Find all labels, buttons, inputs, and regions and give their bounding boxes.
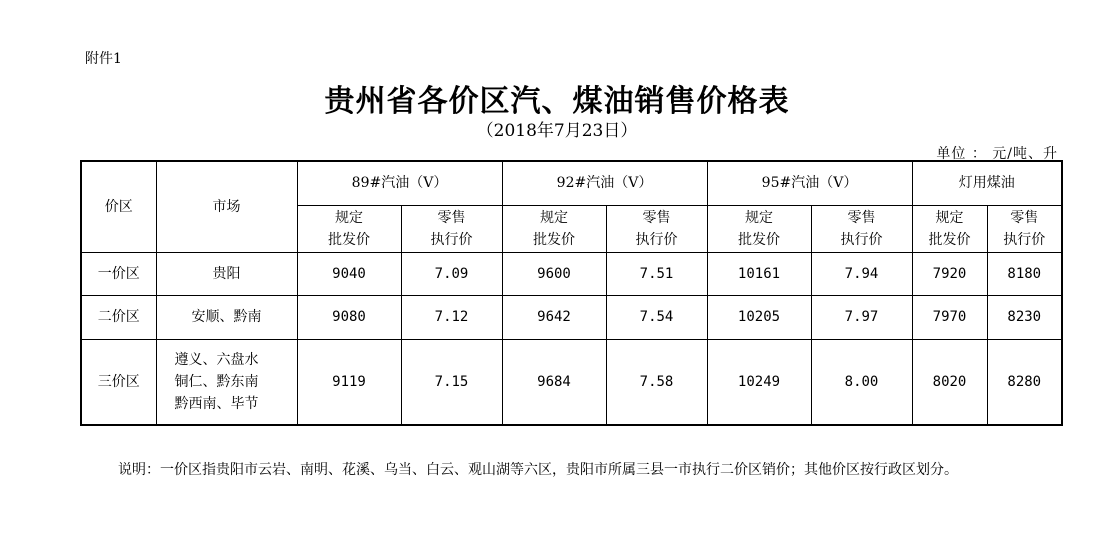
market-cell bbox=[156, 339, 297, 425]
value-cell: 7970 bbox=[912, 295, 987, 339]
value-cell: 9040 bbox=[297, 252, 401, 295]
header-zone: 价区 bbox=[81, 161, 156, 252]
header-group-89: 89#汽油（Ⅴ） bbox=[297, 161, 502, 205]
value-cell: 7.94 bbox=[811, 252, 912, 295]
value-cell: 7.54 bbox=[606, 295, 707, 339]
header-group-kerosene: 灯用煤油 bbox=[912, 161, 1062, 205]
header-retail: 零售 执行价 bbox=[606, 205, 707, 252]
value-cell: 8230 bbox=[987, 295, 1062, 339]
value-cell: 7920 bbox=[912, 252, 987, 295]
value-cell: 7.58 bbox=[606, 339, 707, 425]
market-line: 遵义、六盘水 bbox=[174, 351, 259, 368]
header-group-95: 95#汽油（Ⅴ） bbox=[707, 161, 912, 205]
header-wholesale: 规定 批发价 bbox=[502, 205, 606, 252]
header-retail: 零售 执行价 bbox=[987, 205, 1062, 252]
header-retail: 零售 执行价 bbox=[811, 205, 912, 252]
value-cell: 8.00 bbox=[811, 339, 912, 425]
zone-cell: 二价区 bbox=[81, 295, 156, 339]
header-market: 市场 bbox=[156, 161, 297, 252]
document-date: （2018年7月23日） bbox=[476, 121, 638, 141]
value-cell: 7.09 bbox=[401, 252, 502, 295]
value-cell: 8020 bbox=[912, 339, 987, 425]
value-cell: 7.97 bbox=[811, 295, 912, 339]
zone-cell: 三价区 bbox=[81, 339, 156, 425]
zone-cell: 一价区 bbox=[81, 252, 156, 295]
header-wholesale: 规定 批发价 bbox=[297, 205, 401, 252]
value-cell: 9600 bbox=[502, 252, 606, 295]
value-cell: 9119 bbox=[297, 339, 401, 425]
market-line: 铜仁、黔东南 bbox=[174, 373, 259, 390]
header-retail: 零售 执行价 bbox=[401, 205, 502, 252]
header-row-groups bbox=[81, 161, 1062, 205]
document-title: 贵州省各价区汽、煤油销售价格表 bbox=[324, 84, 790, 119]
value-cell: 10205 bbox=[707, 295, 811, 339]
value-cell: 7.12 bbox=[401, 295, 502, 339]
value-cell: 7.15 bbox=[401, 339, 502, 425]
market-cell: 安顺、黔南 bbox=[156, 295, 297, 339]
table-row bbox=[81, 339, 1062, 425]
unit-label: 单位 ： 元/吨、升 bbox=[936, 146, 1058, 162]
price-table bbox=[80, 160, 1063, 426]
header-wholesale: 规定 批发价 bbox=[707, 205, 811, 252]
value-cell: 10249 bbox=[707, 339, 811, 425]
value-cell: 10161 bbox=[707, 252, 811, 295]
value-cell: 9642 bbox=[502, 295, 606, 339]
value-cell: 8180 bbox=[987, 252, 1062, 295]
market-cell: 贵阳 bbox=[156, 252, 297, 295]
value-cell: 8280 bbox=[987, 339, 1062, 425]
value-cell: 9080 bbox=[297, 295, 401, 339]
header-wholesale: 规定 批发价 bbox=[912, 205, 987, 252]
table-row bbox=[81, 295, 1062, 339]
attachment-label: 附件1 bbox=[85, 51, 122, 67]
footnote: 说明：一价区指贵阳市云岩、南明、花溪、乌当、白云、观山湖等六区，贵阳市所属三县一市执行二价区销价；其他价区按行政区划分。 bbox=[118, 462, 958, 478]
table-row bbox=[81, 252, 1062, 295]
value-cell: 9684 bbox=[502, 339, 606, 425]
header-group-92: 92#汽油（Ⅴ） bbox=[502, 161, 707, 205]
market-line: 黔西南、毕节 bbox=[174, 395, 259, 412]
value-cell: 7.51 bbox=[606, 252, 707, 295]
